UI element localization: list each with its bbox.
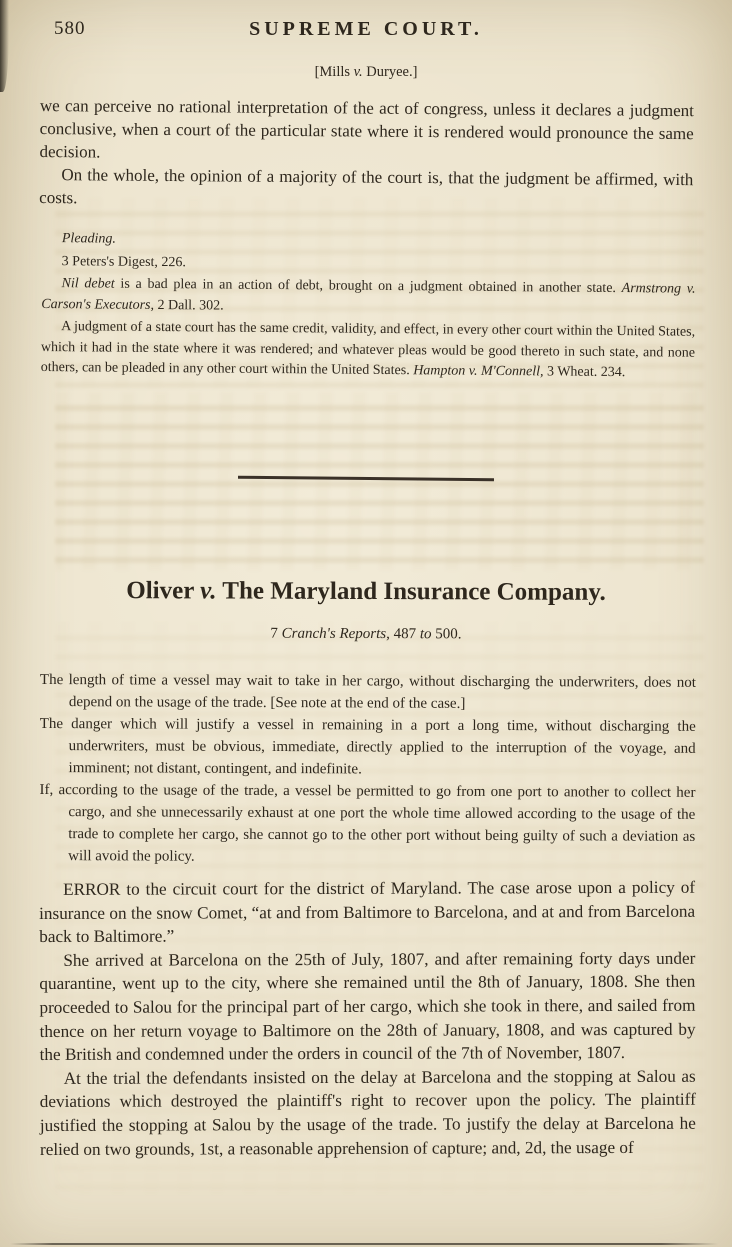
note-case-citation: Hampton v. M'Connell, xyxy=(413,363,544,380)
running-case-pre: [Mills xyxy=(314,64,354,80)
body-paragraph: She arrived at Barcelona on the 25th of July, 1807, and after remaining forty days under quarantine, went up to the city, where she remained until the 8th of January, 1808. She then proceeded to Salou for the principal part of her cargo, which she took in there, and sailed from thence on her return voyage to Baltimore on the 28th of January, 1808, and was captured by the British and condemned under the orders in council of the 7th of November, 1807. xyxy=(39,947,696,1064)
case-title-post: The Maryland Insurance Company. xyxy=(216,576,606,606)
note-text: is a bad plea in an action of debt, brought on a judgment obtained in another state. xyxy=(114,276,622,297)
page-header xyxy=(0,0,732,48)
running-case-label xyxy=(0,64,732,81)
note-citation-rest: 3 Wheat. 234. xyxy=(543,364,626,381)
citation-reporter-italic: Cranch's Reports, xyxy=(281,625,390,642)
case-title-pre: Oliver xyxy=(126,576,201,604)
headnotes-section xyxy=(39,669,696,870)
opinion-conclusion xyxy=(39,94,694,214)
annotations-section xyxy=(41,229,696,384)
opinion-paragraph: we can perceive no rational interpretation of the act of congress, unless it declares a judgment conclusive, when a court of the particular state where it is rendered would pronounce the same decision. xyxy=(39,95,694,162)
citation-part: 500. xyxy=(431,625,462,642)
annotation-note xyxy=(41,274,695,321)
citation-part: 7 xyxy=(270,625,282,642)
section-divider-wrap xyxy=(0,467,732,485)
opinion-paragraph: On the whole, the opinion of a majority of the court is, that the judgment be affirmed, with costs. xyxy=(39,165,694,208)
citation-to-italic: to xyxy=(419,625,432,642)
annotation-reference: 3 Peters's Digest, 226. xyxy=(61,253,187,270)
running-case-versus: v. xyxy=(353,64,363,80)
section-divider-rule xyxy=(238,476,494,481)
case-title xyxy=(0,576,732,607)
case-title-versus: v. xyxy=(200,576,217,604)
case-citation xyxy=(0,624,732,644)
body-paragraph: At the trial the defendants insisted on the delay at Barcelona and the stopping at Salou as deviations which destroyed the plaintiff's right to recover upon the policy. The plaintiff justified the stopping at Salou by the usage of the trade. To justify the delay at Barcelona he relied on two grounds, 1st, a reasonable apprehension of capture; and, 2d, the usage of xyxy=(39,1065,696,1159)
annotation-note xyxy=(41,317,696,384)
scan-edge-artifact-bottom xyxy=(10,1243,718,1245)
case-body xyxy=(39,875,696,1160)
page-number: 580 xyxy=(54,18,86,39)
running-title: SUPREME COURT. xyxy=(249,18,483,40)
running-case-post: Duryee.] xyxy=(362,64,418,80)
headnote: The length of time a vessel may wait to take in her cargo, without discharging the underwriters, does not depend on the usage of the trade. [See note at the end of the case.] xyxy=(39,671,696,712)
note-citation-rest: 2 Dall. 302. xyxy=(153,297,224,314)
citation-part: 487 xyxy=(389,625,420,642)
annotation-heading: Pleading. xyxy=(61,231,117,247)
note-lead-italic: Nil debet xyxy=(61,276,115,292)
headnote: If, according to the usage of the trade, a vessel be permitted to go from one port to another to collect her cargo, and she unnecessarily exhaust at one port the whole time allowed according to the usage of the trade to complete her cargo, she cannot go to the other port without being guilty of such a deviation as will avoid the policy. xyxy=(39,781,696,865)
headnote: The danger which will justify a vessel in remaining in a port a long time, without discharging the underwriters, must be obvious, immediate, directly applied to the interruption of the voyage, and imminent; not distant, contingent, and indefinite. xyxy=(39,715,696,777)
note-text: A judgment of a state court has the same credit, validity, and effect, in every other court within the United States, which it had in the state where it was rendered; and whatever pleas would be good thereto in such state, and none others, can be pleaded in any other court within the United States. xyxy=(40,319,696,379)
note-case-citation: Armstrong v. Carson's Executors, xyxy=(41,281,696,313)
body-paragraph: ERROR to the circuit court for the district of Maryland. The case arose upon a policy of insurance on the snow Comet, “at and from Baltimore to Barcelona, and at and from Barcelona back to Baltimore.” xyxy=(39,877,696,946)
